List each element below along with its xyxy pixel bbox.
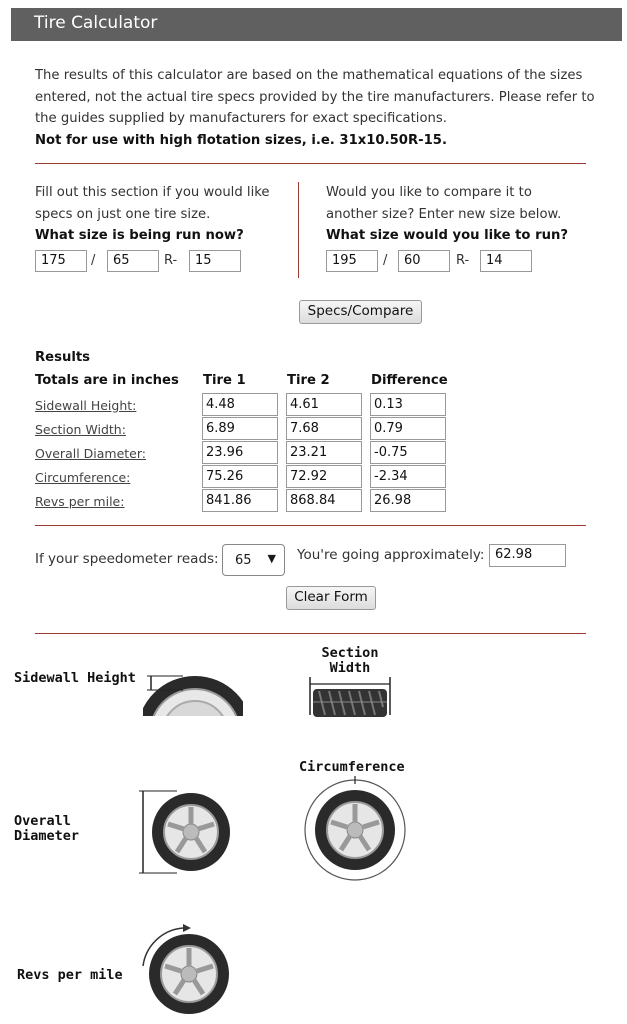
current-rim-input[interactable]: 15	[189, 250, 241, 272]
current-aspect-input[interactable]: 65	[107, 250, 159, 272]
new-size-section	[326, 182, 576, 247]
divider-3	[35, 633, 586, 634]
speedometer-value: 65	[235, 553, 252, 568]
current-size-desc: Fill out this section if you would like specs on just one tire size.	[35, 185, 270, 222]
speedometer-label: If your speedometer reads:	[35, 551, 219, 567]
new-width-input[interactable]: 195	[326, 250, 378, 272]
circumference-tire1-value[interactable]: 75.26	[202, 465, 278, 488]
revs-tire2-value[interactable]: 868.84	[286, 489, 362, 512]
slash-separator: /	[91, 253, 96, 268]
title-bar	[11, 8, 622, 41]
revs-diff-value[interactable]: 26.98	[370, 489, 446, 512]
overall-diameter-line1: Overall	[14, 813, 71, 829]
difference-header: Difference	[371, 373, 448, 388]
circumference-diff-value[interactable]: -2.34	[370, 465, 446, 488]
column-divider	[298, 182, 299, 278]
circumference-label[interactable]: Circumference:	[35, 470, 131, 485]
page-title: Tire Calculator	[34, 13, 158, 33]
section-width-diff-value[interactable]: 0.79	[370, 417, 446, 440]
overall-diameter-line2: Diameter	[14, 828, 80, 844]
specs-compare-button[interactable]: Specs/Compare	[299, 300, 422, 324]
diameter-diff-value[interactable]: -0.75	[370, 441, 446, 464]
diameter-tire1-value[interactable]: 23.96	[202, 441, 278, 464]
overall-diameter-diagram-label	[14, 814, 79, 844]
section-width-line2: Width	[329, 660, 371, 676]
sidewall-tire2-value[interactable]: 4.61	[286, 393, 362, 416]
totals-header: Totals are in inches	[35, 373, 179, 388]
new-aspect-input[interactable]: 60	[398, 250, 450, 272]
circumference-diagram-label: Circumference	[299, 759, 405, 775]
section-width-line1: Section	[321, 645, 379, 661]
new-size-question: What size would you like to run?	[326, 228, 569, 243]
revs-per-mile-label[interactable]: Revs per mile:	[35, 494, 125, 509]
revs-per-mile-icon	[137, 922, 233, 1018]
sidewall-tire1-value[interactable]: 4.48	[202, 393, 278, 416]
sidewall-diff-value[interactable]: 0.13	[370, 393, 446, 416]
intro-text	[35, 65, 595, 151]
section-width-label[interactable]: Section Width:	[35, 422, 126, 437]
actual-speed-field[interactable]: 62.98	[489, 544, 566, 567]
new-size-desc: Would you like to compare it to another size? Enter new size below.	[326, 185, 562, 222]
tire1-header: Tire 1	[203, 373, 246, 388]
diameter-tire2-value[interactable]: 23.21	[286, 441, 362, 464]
current-size-question: What size is being run now?	[35, 228, 244, 243]
circumference-tire2-value[interactable]: 72.92	[286, 465, 362, 488]
current-width-input[interactable]: 175	[35, 250, 87, 272]
sidewall-height-icon	[143, 664, 243, 720]
results-heading: Results	[35, 350, 91, 365]
intro-warning: Not for use with high flotation sizes, i.e. 31x10.50R-15.	[35, 132, 447, 148]
slash-separator: /	[383, 253, 388, 268]
sidewall-diagram-label: Sidewall Height	[14, 670, 136, 686]
divider-1	[35, 163, 586, 164]
rim-prefix: R-	[164, 253, 178, 268]
new-rim-input[interactable]: 14	[480, 250, 532, 272]
section-width-tire1-value[interactable]: 6.89	[202, 417, 278, 440]
tire2-header: Tire 2	[287, 373, 330, 388]
overall-diameter-label[interactable]: Overall Diameter:	[35, 446, 146, 461]
divider-2	[35, 525, 586, 526]
revs-per-mile-diagram-label: Revs per mile	[17, 967, 123, 983]
section-width-diagram-label	[310, 646, 390, 676]
clear-form-button[interactable]: Clear Form	[286, 586, 376, 610]
actual-speed-label: You're going approximately:	[297, 547, 485, 563]
speedometer-select[interactable]	[222, 544, 285, 576]
intro-paragraph: The results of this calculator are based on the mathematical equations of the sizes entered, not the actual tire specs provided by the tire manufacturers. Please refer to the guides supplied by manufacturers for exact specifications.	[35, 68, 595, 126]
section-width-tire2-value[interactable]: 7.68	[286, 417, 362, 440]
revs-tire1-value[interactable]: 841.86	[202, 489, 278, 512]
rim-prefix: R-	[456, 253, 470, 268]
overall-diameter-icon	[137, 789, 233, 875]
chevron-down-icon: ▼	[267, 552, 276, 565]
current-size-section	[35, 182, 285, 247]
section-width-icon	[307, 675, 393, 719]
circumference-icon	[302, 776, 408, 882]
sidewall-height-label[interactable]: Sidewall Height:	[35, 398, 137, 413]
